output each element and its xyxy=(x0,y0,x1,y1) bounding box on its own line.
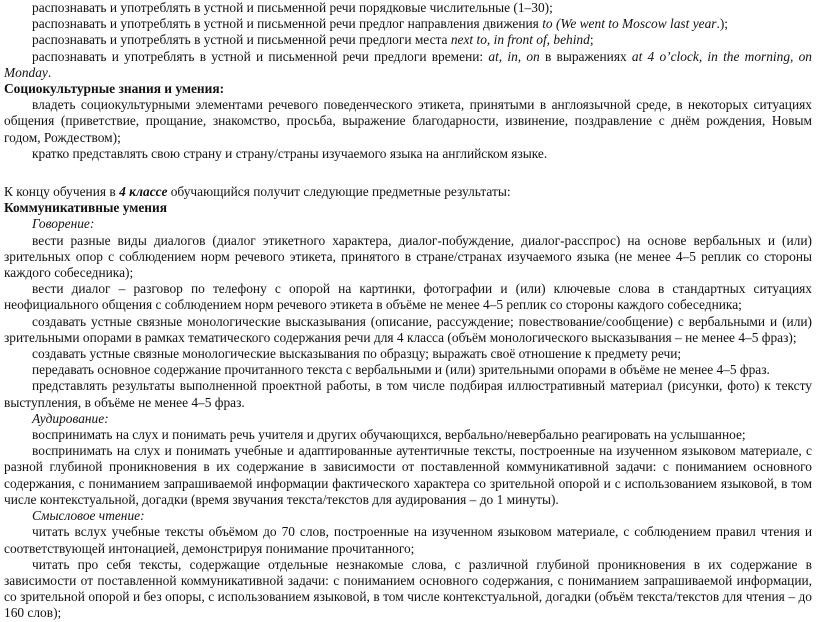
list-item: воспринимать на слух и понимать учебные и адаптированные аутентичные тексты, построенные на изученном языковом материале, с разной глубиной проникновения в их содержание в зависимости от поставленной коммуникативной задачи: с пониманием основного содержания, с пониманием запрашиваемой информации фактического характера со зрительной опорой и с использованием языковой, в том числе контекстуальной, догадки (время звучания текста/текстов для аудирования – до 1 минуты). xyxy=(4,443,812,507)
subsection-title: Аудирование: xyxy=(32,410,109,426)
spacer xyxy=(4,162,812,184)
list-item: распознавать и употреблять в устной и письменной речи предлог направления движения to (We went to Moscow last year.); xyxy=(32,16,729,32)
list-item: читать про себя тексты, содержащие отдельные незнакомые слова, с различной глубиной проникновения в их содержание в зависимости от поставленной коммуникативной задачи: с пониманием основного содержания, с пониманием запрашиваемой информации, со зрительной опорой и без опоры, с использованием языковой, в том числе контекстуальной, догадки (объём текста/текстов для чтения – до 160 слов); xyxy=(4,556,812,621)
list-item: вести диалог – разговор по телефону с опорой на картинки, фотографии и (или) ключевые слова в стандартных ситуациях неофициального общения с соблюдением норм речевого этикета в объёме не менее 4–5 реплик со стороны каждого собеседника; xyxy=(4,281,812,313)
list-item: владеть социокультурными элементами речевого поведенческого этикета, принятыми в англоязычной среде, в некоторых ситуациях общения (приветствие, прощание, знакомство, просьба, выражение благодарности, извинение, поздравление с днём рождения, Новым годом, Рождеством); xyxy=(4,97,812,145)
section-heading: Социокультурные знания и умения: xyxy=(4,81,225,97)
list-item: вести разные виды диалогов (диалог этикетного характера, диалог-побуждение, диалог-расспрос) на основе вербальных и (или) зрительных опор с соблюдением норм речевого этикета, принятого в стране/странах изучаемого языка (не менее 4–5 реплик со стороны каждого собеседника); xyxy=(4,232,812,281)
subsection-title: Говорение: xyxy=(32,216,95,232)
list-item: воспринимать на слух и понимать речь учителя и других обучающихся, вербально/невербально реагировать на услышанное; xyxy=(32,427,746,443)
list-item: распознавать и употреблять в устной и письменной речи предлоги места next to, in front of, behind; xyxy=(32,32,594,48)
list-item: распознавать и употреблять в устной и письменной речи предлоги времени: at, in, on в выражениях at 4 o’clock, in the morning, on Monday. xyxy=(4,48,812,80)
section-heading: Коммуникативные умения xyxy=(4,200,167,216)
list-item: кратко представлять свою страну и страну/страны изучаемого языка на английском языке. xyxy=(32,145,548,161)
list-item: читать вслух учебные тексты объёмом до 70 слов, построенные на изученном языковом материале, с соблюдением правил чтения и соответствующей интонацией, демонстрируя понимание прочитанного; xyxy=(4,524,812,556)
list-item: создавать устные связные монологические высказывания (описание, рассуждение; повествование/сообщение) с вербальными и (или) зрительными опорами в рамках тематического содержания речи для 4 класса (объём монологического высказывания – не менее 4–5 фраз); xyxy=(4,313,812,345)
subsection-title: Смысловое чтение: xyxy=(32,508,145,524)
list-item: создавать устные связные монологические высказывания по образцу; выражать своё отношение к предмету речи; xyxy=(32,346,682,362)
list-item: распознавать и употреблять в устной и письменной речи порядковые числительные (1–30); xyxy=(32,0,553,15)
grade-intro: К концу обучения в 4 классе обучающийся получит следующие предметные результаты: xyxy=(4,184,511,200)
list-item: представлять результаты выполненной проектной работы, в том числе подбирая иллюстративный материал (рисунки, фото) к тексту выступления, в объёме не менее 4–5 фраз. xyxy=(4,378,812,410)
list-item: передавать основное содержание прочитанного текста с вербальными и (или) зрительными опорами в объёме не менее 4–5 фраз. xyxy=(32,362,770,378)
